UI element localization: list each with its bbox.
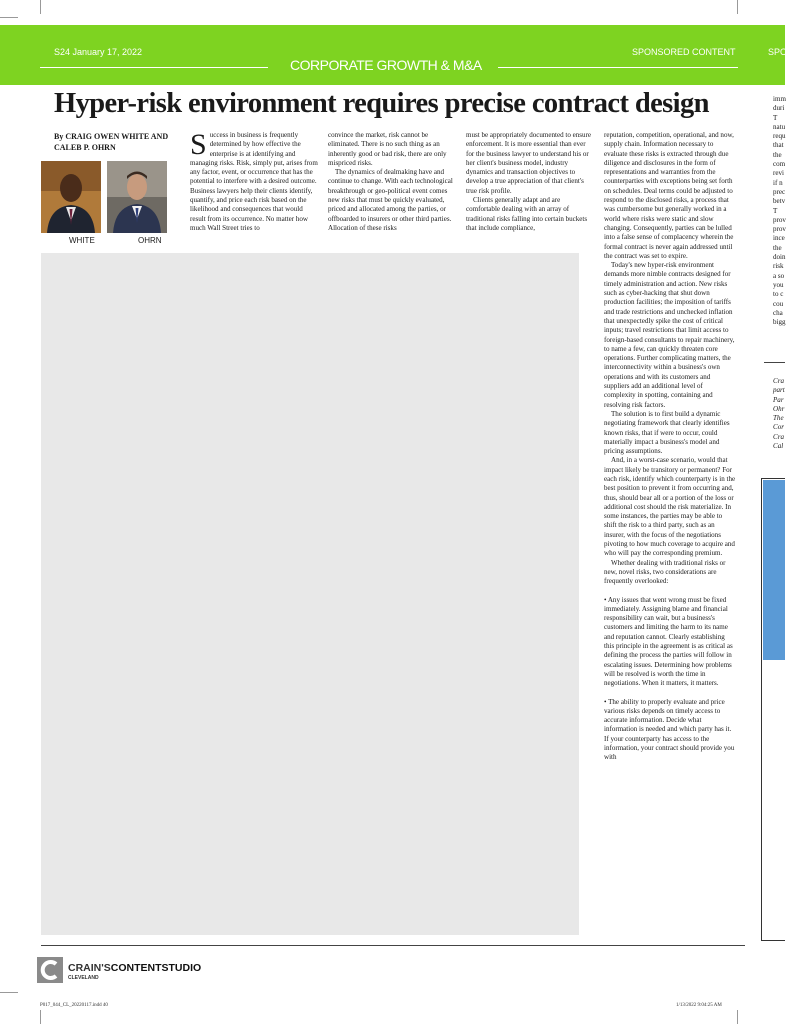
header-rule — [40, 67, 268, 68]
crop-mark — [737, 1010, 738, 1024]
next-page-line: requ — [773, 132, 786, 141]
next-page-line: Cal — [773, 442, 784, 451]
next-page-line: part — [773, 386, 785, 395]
next-page-line: prov — [773, 225, 786, 234]
article-paragraph: reputation, competition, operational, and now, supply chain. Information necessary to evaluate these risks is extracted through due diligence and disclosures in the form of representations and warranties from the counterparties with exceptions being set forth on schedules. Deal terms could be adjusted to respond to the disclosed risks, a process that was cumbersome but generally worked in a world where risks were static and slow changing. Consequently, parties can be lulled into a false sense of complacency wherein the formal contract is never again addressed until the contract was set to expire. — [604, 131, 734, 260]
article-paragraph: convince the market, risk cannot be eliminated. There is no such thing as an inherently good or bad risk, there are only mispriced risks. — [328, 131, 447, 167]
next-page-line: that — [773, 141, 784, 150]
next-page-line: cha — [773, 308, 783, 317]
article-paragraph: And, in a worst-case scenario, would that impact likely be transitory or permanent? For each risk, identify which counterparty is in the best position to prevent it from occurring and, thus, should bear all or a portion of the loss or additional cost should the risk materialize. In some instances, the parties may be able to shift the risk to a third party, such as an insurer, with the focus of the negotiations pivoting to how much coverage to acquire and who will pay the corresponding premium. — [604, 456, 736, 558]
next-page-line: revi — [773, 169, 784, 178]
next-page-line: doin — [773, 253, 786, 262]
next-page-image — [763, 480, 785, 660]
next-page-line: to c — [773, 290, 784, 299]
header-rule — [498, 67, 738, 68]
next-page-line: bigg — [773, 318, 786, 327]
crop-mark — [737, 0, 738, 14]
next-page-line: prec — [773, 187, 786, 196]
next-page-line: betv — [773, 197, 786, 206]
next-page-line: risk — [773, 262, 784, 271]
portrait-icon — [41, 161, 101, 233]
drop-cap: S — [190, 128, 207, 161]
byline — [54, 131, 184, 153]
crop-mark — [0, 17, 18, 18]
next-page-column — [773, 95, 785, 327]
section-title: CORPORATE GROWTH & M&A — [290, 57, 482, 73]
next-page-line: imm — [773, 95, 786, 103]
article-column-3 — [466, 131, 594, 233]
next-page-line: Cra — [773, 377, 784, 385]
article-paragraph: The solution is to first build a dynamic negotiating framework that clearly identifies known risks, that if were to occur, could materially impact a business's model and pricing assumptions. — [604, 409, 730, 456]
brand-prefix: CRAIN'S — [68, 962, 111, 974]
print-timestamp: 1/13/2022 9:04:25 AM — [676, 1003, 722, 1008]
next-page-line: natu — [773, 122, 786, 131]
crop-mark — [40, 1010, 41, 1024]
sponsored-label: SPONSORED CONTENT — [632, 47, 736, 57]
article-column-1 — [190, 128, 320, 233]
file-slug: P017_044_CL_20220117.indd 40 — [40, 1003, 108, 1008]
next-page-line: the — [773, 243, 782, 252]
next-page-line: ince — [773, 234, 785, 243]
advertisement-placeholder — [41, 253, 579, 935]
photo-caption: OHRN — [138, 236, 162, 245]
article-headline: Hyper-risk environment requires precise contract design — [54, 88, 709, 119]
article-column-4 — [604, 131, 736, 763]
bullet-paragraph: • The ability to properly evaluate and price various risks depends on timely access to accurate information. Decide what information is needed and which party has it. If your counterparty has access to the information, your contract should provide you with — [604, 697, 735, 762]
brand-city: CLEVELAND — [68, 975, 99, 981]
next-page-line: Cor — [773, 423, 784, 432]
byline-line: CALEB P. OHRN — [54, 143, 116, 152]
bullet-paragraph: • Any issues that went wrong must be fixed immediately. Assigning blame and financial responsibility can wait, but a business's customers and limiting the harm to its name and reputation cannot. Clearly establishing this principle in the agreement is as critical as defining the process the parties will follow in escalating issues. Determining how problems will be resolved is worth the time in negotiations. When it matters, it matters. — [604, 595, 733, 688]
next-page-line: T — [773, 206, 778, 215]
photo-caption: WHITE — [69, 236, 95, 245]
next-page-bio — [773, 377, 785, 451]
crop-mark — [0, 992, 18, 993]
next-page-line: the — [773, 150, 782, 159]
next-page-line: com — [773, 160, 786, 169]
brand-main: CONTENTSTUDIO — [110, 962, 202, 974]
article-paragraph: Today's new hyper-risk environment demands more nimble contracts designed for timely administration and action. New risks such as cyber-hacking that shut down production facilities; the imposition of tariffs and trade restrictions and unchecked inflation that unexpectedly spike the cost of critical inputs; travel restrictions that limit access to foreign-based consultants to repair machinery, to name a few, can quickly threaten core operations. Further complicating matters, the interconnectivity within a business's own operations and with its customers and suppliers add an additional level of complexity in spotting, containing and resolving risk factors. — [604, 261, 735, 409]
footer-rule — [41, 945, 745, 946]
next-page-line: T — [773, 113, 778, 122]
next-page-line: prov — [773, 215, 786, 224]
article-paragraph: Whether dealing with traditional risks or new, novel risks, two considerations are frequently overlooked: — [604, 558, 726, 586]
article-paragraph: Clients generally adapt and are comfortable dealing with an array of traditional risks falling into certain buckets that include compliance, — [466, 196, 588, 232]
author-photo-ohrn — [107, 161, 167, 233]
column-rule — [764, 362, 785, 363]
next-page-line: cou — [773, 299, 784, 308]
footer-brand — [68, 962, 201, 974]
next-page-line: The — [773, 414, 784, 423]
portrait-icon — [107, 161, 167, 233]
next-page-line: Ohr — [773, 404, 785, 413]
next-page-line: you — [773, 280, 784, 289]
author-photo-white — [41, 161, 101, 233]
next-page-box — [761, 478, 785, 941]
next-page-line: a so — [773, 271, 785, 280]
article-paragraph: must be appropriately documented to ensure enforcement. It is more essential than ever for the business lawyer to understand his or her client's business model, industry dynamics and transaction objectives to develop a true appreciation of that client's true risk profile. — [466, 131, 592, 195]
next-page-line: Par — [773, 395, 784, 404]
next-page-line: Cra — [773, 432, 784, 441]
article-paragraph: uccess in business is frequently determined by how effective the enterprise is at identifying and managing risks. Risk, simply put, arises from any factor, event, or occurrence that has the potential to interfere with a desired outcome. Business lawyers help their clients identify, quantify, and price each risk based on the likelihood and consequences that would result from its occurrence. No matter how much Wall Street tries to — [190, 131, 318, 232]
next-page-line: duri — [773, 104, 785, 113]
crop-mark — [40, 0, 41, 14]
crains-logo-icon — [37, 957, 63, 983]
byline-line: By CRAIG OWEN WHITE AND — [54, 132, 169, 141]
page-date: S24 January 17, 2022 — [54, 47, 143, 57]
article-paragraph: The dynamics of dealmaking have and continue to change. With each technological breakthrough or geo-political event comes new risks that must be quickly evaluated, priced and allocated among the parties, or offboarded to insurers or other third parties. Allocation of these risks — [328, 168, 453, 232]
article-column-2 — [328, 131, 456, 233]
sponsored-label-cut: SPO — [768, 47, 787, 57]
next-page-line: if n — [773, 178, 783, 187]
